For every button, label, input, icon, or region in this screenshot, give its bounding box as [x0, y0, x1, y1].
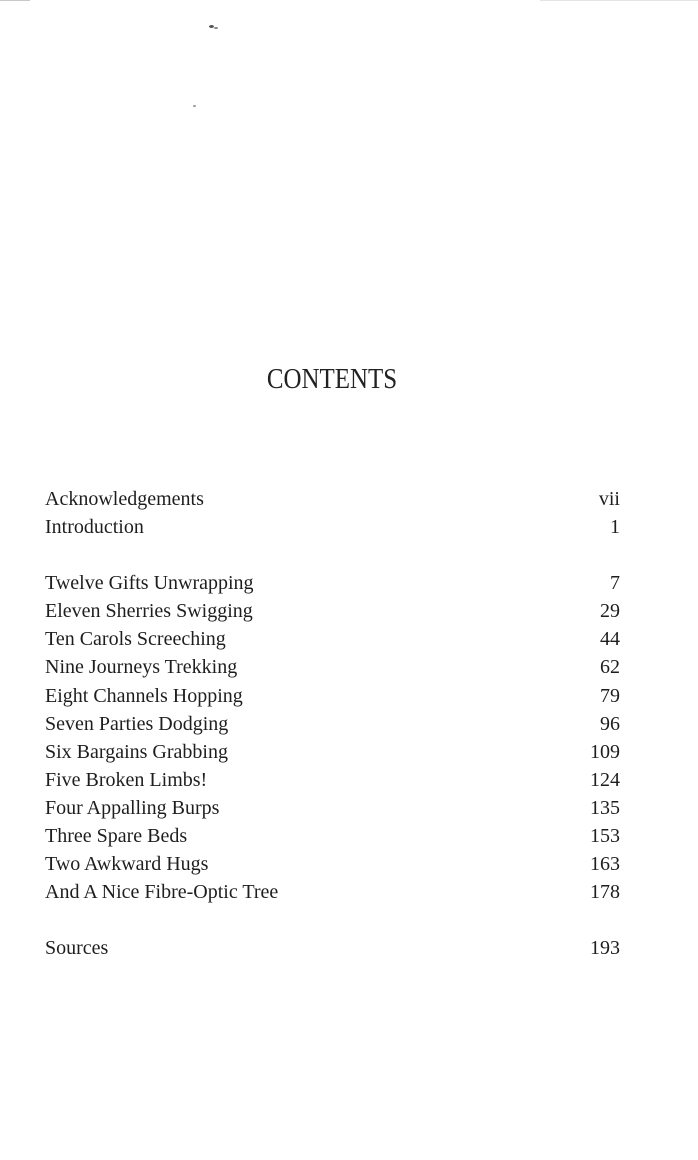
toc-entry-page: 135	[590, 796, 620, 819]
toc-entry-title: Acknowledgements	[45, 488, 204, 510]
page-edge-line-right	[540, 0, 698, 1]
toc-entry[interactable]	[45, 794, 620, 822]
table-of-contents	[45, 485, 620, 962]
toc-entry[interactable]	[45, 822, 620, 850]
toc-entry-title: Three Spare Beds	[45, 825, 188, 848]
toc-entry-title: Introduction	[45, 516, 144, 539]
toc-entry-title: And A Nice Fibre-Optic Tree	[45, 881, 279, 904]
toc-entry-title: Ten Carols Screeching	[45, 628, 226, 651]
toc-entry[interactable]	[45, 485, 620, 513]
toc-entry-page: 178	[590, 881, 620, 904]
dust-speck	[214, 27, 218, 29]
toc-entry[interactable]	[45, 710, 620, 738]
toc-entry[interactable]	[45, 682, 620, 710]
toc-entry-title: Nine Journeys Trekking	[45, 656, 238, 679]
toc-entry[interactable]	[45, 738, 620, 766]
toc-entry-page: 109	[590, 740, 620, 763]
toc-entry[interactable]	[45, 513, 620, 541]
toc-entry-page: 193	[590, 937, 620, 960]
toc-entry[interactable]	[45, 597, 620, 625]
toc-entry-title: Six Bargains Grabbing	[45, 740, 228, 763]
toc-group-chapters	[45, 569, 620, 906]
toc-entry-title: Four Appalling Burps	[45, 796, 220, 819]
toc-entry-title: Five Broken Limbs!	[45, 768, 208, 791]
dust-speck	[193, 105, 196, 107]
toc-entry-title: Sources	[45, 937, 109, 960]
toc-entry-page: 124	[590, 768, 620, 791]
toc-group-front-matter	[45, 485, 620, 541]
toc-entry[interactable]	[45, 878, 620, 906]
page-title: CONTENTS	[266, 363, 398, 395]
toc-entry-page: 29	[600, 600, 620, 623]
toc-entry-page: 153	[590, 825, 620, 848]
toc-entry-title: Eight Channels Hopping	[45, 684, 243, 707]
page-edge-line-left	[0, 0, 30, 1]
toc-entry[interactable]	[45, 766, 620, 794]
toc-entry-title: Eleven Sherries Swigging	[45, 600, 253, 623]
toc-entry-page: 96	[600, 712, 620, 735]
toc-entry[interactable]	[45, 569, 620, 597]
toc-entry-page: 7	[610, 572, 620, 595]
toc-entry-page: 163	[590, 853, 620, 876]
toc-group-back-matter	[45, 934, 620, 962]
toc-entry-page: 62	[600, 656, 620, 679]
toc-entry[interactable]	[45, 653, 620, 681]
toc-entry[interactable]	[45, 934, 620, 962]
toc-entry-title: Seven Parties Dodging	[45, 712, 229, 735]
toc-entry-page: 79	[600, 684, 620, 707]
toc-entry-title: Two Awkward Hugs	[45, 853, 209, 876]
toc-entry-title: Twelve Gifts Unwrapping	[45, 572, 254, 595]
toc-entry-page: 44	[600, 628, 620, 651]
toc-entry-page: 1	[610, 516, 620, 539]
toc-entry-page: vii	[598, 488, 620, 510]
toc-entry[interactable]	[45, 850, 620, 878]
toc-entry[interactable]	[45, 625, 620, 653]
